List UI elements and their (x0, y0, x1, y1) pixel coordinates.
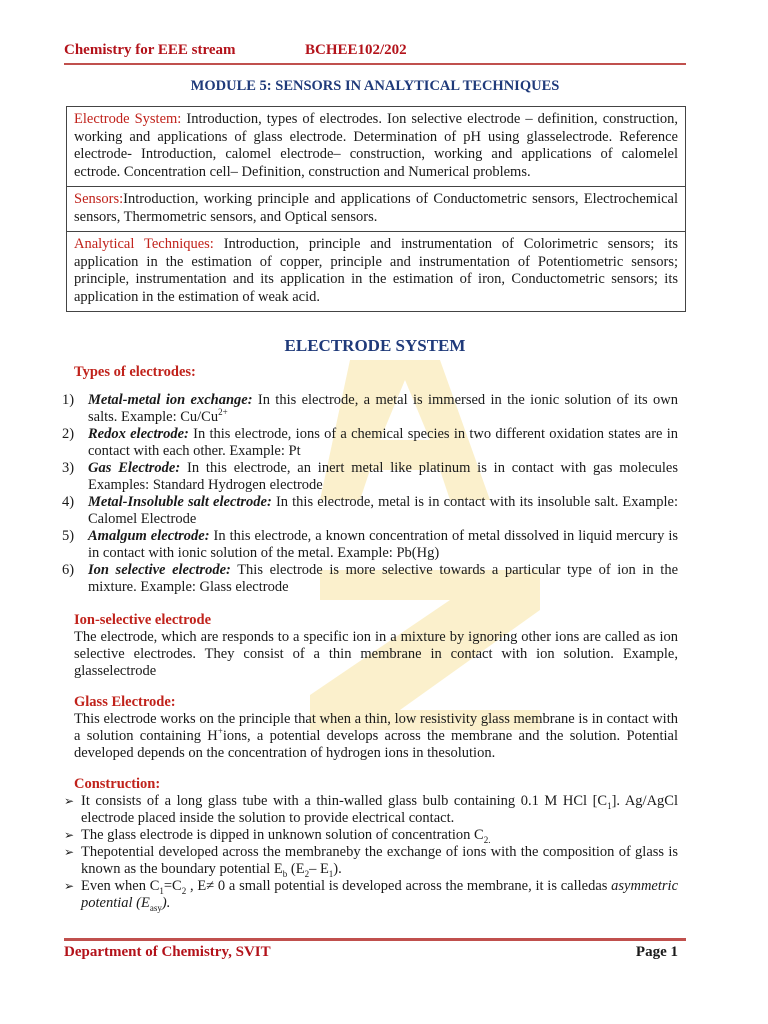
list-term: Gas Electrode: (88, 460, 181, 476)
list-term: Amalgum electrode: (88, 528, 210, 544)
list-text: In this electrode, an inert metal like platinum is in contact with gas molecules Examples: Standard Hydrogen electrode (88, 460, 679, 493)
list-item (62, 528, 678, 562)
syllabus-text: Introduction, principle and instrumentation of Colorimetric sensors; its application in the estimation of copper, principle and instrumentation of Potentiometric sensors; principle, instrumentation and its application in the estimation of iron, Conductometric sensors; its application in the estimation of weak acid. (74, 236, 679, 305)
list-item (62, 426, 678, 460)
section-title: ELECTRODE SYSTEM (284, 336, 466, 355)
syllabus-text: Introduction, working principle and applications of Conductometric sensors, Electrochemical sensors, Thermometric sensors, and Optical sensors. (74, 191, 678, 225)
glass-paragraph (74, 711, 678, 762)
subscript: asy (149, 902, 162, 913)
construction-heading: Construction: (74, 776, 161, 792)
footer-rule (64, 938, 686, 941)
superscript: + (217, 726, 223, 737)
list-number: 6) (62, 562, 75, 578)
syllabus-row-analytical-techniques (67, 232, 685, 311)
syllabus-row-electrode-system (67, 107, 685, 187)
syllabus-text: Introduction, types of electrodes. Ion selective electrode – definition, construction, working and applications of glass electrode. Determination of pH using glasselectrode. Reference electrode- Introduction, calomel electrode– construction, working and applications of calomelel ectrode. Concentration cell– Definition, construction and Numerical problems. (74, 111, 679, 180)
list-item (62, 562, 678, 596)
text-run: ). (333, 861, 342, 877)
arrow-bullet-icon: ➢ (64, 828, 75, 842)
list-item (64, 827, 678, 844)
header-rule (64, 63, 686, 65)
superscript: 2+ (218, 407, 228, 418)
text-run: – E (309, 861, 329, 877)
list-item (64, 793, 678, 827)
text-run: (E (287, 861, 305, 877)
list-number: 4) (62, 494, 75, 510)
text-run: =C (163, 878, 182, 894)
list-term: Metal-metal ion exchange: (88, 392, 253, 408)
syllabus-table (66, 106, 686, 312)
subscript: 2 (181, 885, 187, 896)
ise-heading: Ion-selective electrode (74, 612, 212, 628)
course-name: Chemistry for EEE stream (64, 42, 236, 58)
list-text: In this electrode, ions of a chemical species in two different oxidation states are in contact with each other. Example: Pt (88, 426, 678, 459)
arrow-bullet-icon: ➢ (64, 879, 75, 893)
list-item (64, 844, 678, 878)
list-text: In this electrode, a known concentration of metal dissolved in liquid mercury is in contact with ionic solution of the metal. Example: Pb(Hg) (88, 528, 678, 561)
text-run: The glass electrode is dipped in unknown solution of concentration C (81, 827, 484, 843)
subscript: b (282, 868, 288, 879)
text-run: It consists of a long glass tube with a thin-walled glass bulb containing 0.1 M HCl [C (81, 793, 608, 809)
department-name: Department of Chemistry, SVIT (64, 944, 271, 960)
list-text: This electrode is more selective towards a particular type of ion in the mixture. Example: Glass electrode (88, 562, 679, 595)
list-number: 3) (62, 460, 75, 476)
construction-list (64, 793, 678, 912)
course-code: BCHEE102/202 (305, 42, 407, 58)
text-run: Thepotential developed across the membraneby the exchange of ions with the composition of glass is known as the boundary potential E (81, 844, 678, 877)
types-heading: Types of electrodes: (74, 364, 196, 380)
list-text: In this electrode, a metal is immersed in the ionic solution of its own salts. Example: Cu/Cu (88, 392, 679, 425)
syllabus-row-sensors (67, 187, 685, 232)
main-content (62, 364, 679, 913)
page-header (64, 42, 686, 59)
text-run: ]. Ag/AgCl electrode placed inside the solution to provide electrical contact. (81, 793, 678, 826)
list-item (62, 392, 678, 426)
syllabus-label: Analytical Techniques: (74, 236, 214, 252)
list-term: Redox electrode: (88, 426, 189, 442)
syllabus-label: Electrode System: (74, 111, 182, 127)
list-term: Ion selective electrode: (88, 562, 231, 578)
glass-heading: Glass Electrode: (74, 694, 176, 710)
subscript: 2. (483, 834, 491, 845)
subscript: 1 (328, 868, 334, 879)
list-item (62, 460, 678, 494)
ise-paragraph: The electrode, which are responds to a specific ion in a mixture by ignoring other ions are called as ion selective electrodes. They consist of a thin membrane in contact with ion solution. Example, glasselectrode (74, 629, 678, 679)
text-run: ions, a potential develops across the membrane and the solution. Potential developed depends on the concentration of hydrogen ions in thesolution. (74, 728, 678, 761)
electrode-types-list (62, 392, 678, 596)
arrow-bullet-icon: ➢ (64, 794, 75, 808)
arrow-bullet-icon: ➢ (64, 845, 75, 859)
text-run: This electrode works on the principle that when a thin, low resistivity glass membrane is in contact with a solution containing H (74, 711, 678, 744)
list-number: 5) (62, 528, 75, 544)
text-run: Even when C (81, 878, 160, 894)
subscript: 1 (159, 885, 164, 896)
page-footer (64, 944, 686, 961)
text-run: , E≠ 0 a small potential is developed across the membrane, it is calledas (186, 878, 612, 894)
module-title: MODULE 5: SENSORS IN ANALYTICAL TECHNIQUES (190, 78, 560, 94)
list-item (64, 878, 678, 912)
subscript: 1 (607, 800, 612, 811)
page-number: Page 1 (635, 944, 678, 960)
list-text: In this electrode, metal is in contact with its insoluble salt. Example: Calomel Electrode (88, 494, 678, 527)
text-run: asymmetric potential (E (81, 878, 678, 911)
list-item (62, 494, 678, 528)
text-run: ). (161, 895, 171, 911)
subscript: 2 (304, 868, 310, 879)
syllabus-label: Sensors: (74, 191, 124, 207)
list-number: 1) (62, 392, 75, 408)
list-term: Metal-Insoluble salt electrode: (88, 494, 272, 510)
list-number: 2) (62, 426, 75, 442)
